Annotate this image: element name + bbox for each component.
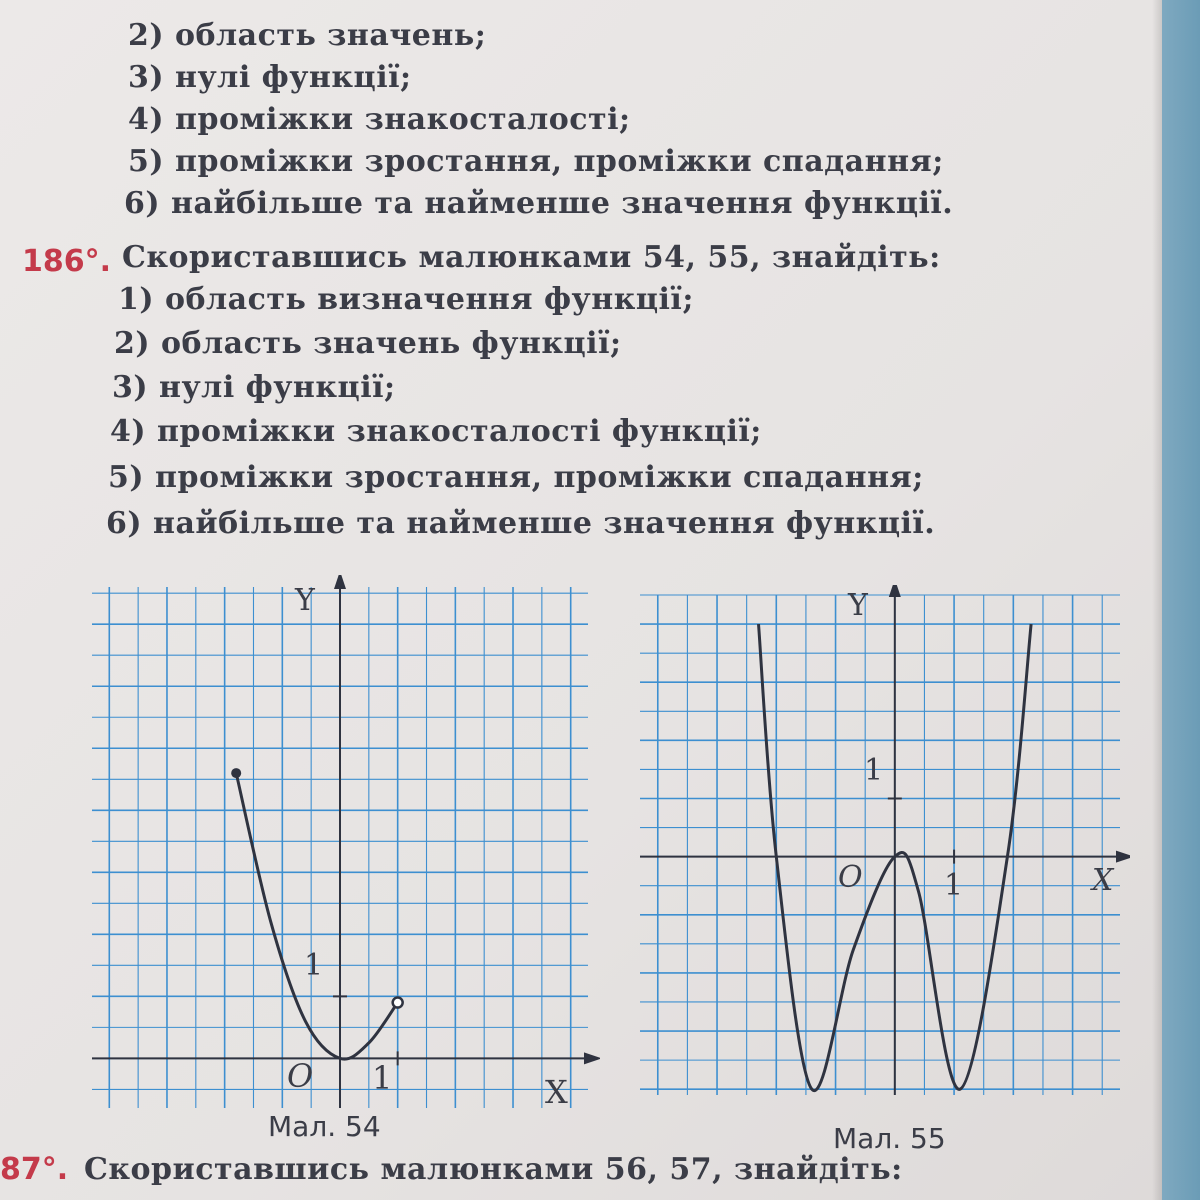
figure-55-axes — [640, 585, 1130, 1095]
page-edge-strip — [1162, 0, 1200, 1200]
figure-54-curve — [236, 773, 397, 1059]
prev-item-2: 2) область значень; — [128, 18, 487, 53]
exercise-item-2: 2) область значень функції; — [114, 326, 622, 361]
figure-55-tick-y-label: 1 — [864, 753, 884, 788]
figure-55-y-label: Y — [848, 588, 868, 623]
figure-54-x-label: X — [545, 1073, 568, 1111]
exercise-number: 186°. — [22, 244, 112, 279]
prev-item-3: 3) нулі функції; — [128, 60, 412, 95]
figure-55-grid — [640, 595, 1120, 1095]
exercise-item-3: 3) нулі функції; — [112, 370, 396, 405]
figure-54-origin-label: O — [287, 1057, 314, 1095]
exercise-item-1: 1) область визначення функції; — [118, 282, 694, 317]
exercise-item-4: 4) проміжки знакосталості функції; — [110, 414, 762, 449]
prev-item-4: 4) проміжки знакосталості; — [128, 102, 631, 137]
y-axis-arrow — [334, 575, 346, 589]
figure-55-tick-x-label: 1 — [944, 868, 964, 903]
x-axis-arrow — [1116, 851, 1130, 863]
figure-54-open-endpoint — [393, 998, 403, 1008]
prev-item-5: 5) проміжки зростання, проміжки спадання; — [128, 144, 944, 179]
figure-55-graph — [630, 585, 1130, 1105]
figure-55-origin-label: O — [838, 860, 863, 895]
next-exercise-number: 87°. — [0, 1152, 69, 1187]
y-axis-arrow — [889, 585, 901, 597]
figure-54-tick-y-label: 1 — [304, 948, 324, 983]
x-axis-arrow — [584, 1052, 600, 1064]
figure-54-caption: Мал. 54 — [268, 1110, 381, 1143]
next-exercise-prompt: Скориставшись малюнками 56, 57, знайдіть: — [84, 1152, 903, 1187]
page-fold-shadow — [1152, 0, 1162, 1200]
exercise-item-5: 5) проміжки зростання, проміжки спадання; — [108, 460, 924, 495]
figure-54-y-label: Y — [295, 583, 315, 618]
figure-54-tick-x-label: 1 — [372, 1059, 393, 1097]
figure-55-x-label: X — [1092, 863, 1114, 898]
prev-item-6: 6) найбільше та найменше значення функції. — [124, 186, 954, 221]
exercise-prompt: Скориставшись малюнками 54, 55, знайдіть: — [122, 240, 941, 275]
exercise-item-6: 6) найбільше та найменше значення функції. — [106, 506, 936, 541]
figure-54-filled-endpoint — [231, 768, 241, 778]
figure-55-caption: Мал. 55 — [833, 1122, 946, 1155]
figure-54-graph — [80, 575, 600, 1120]
